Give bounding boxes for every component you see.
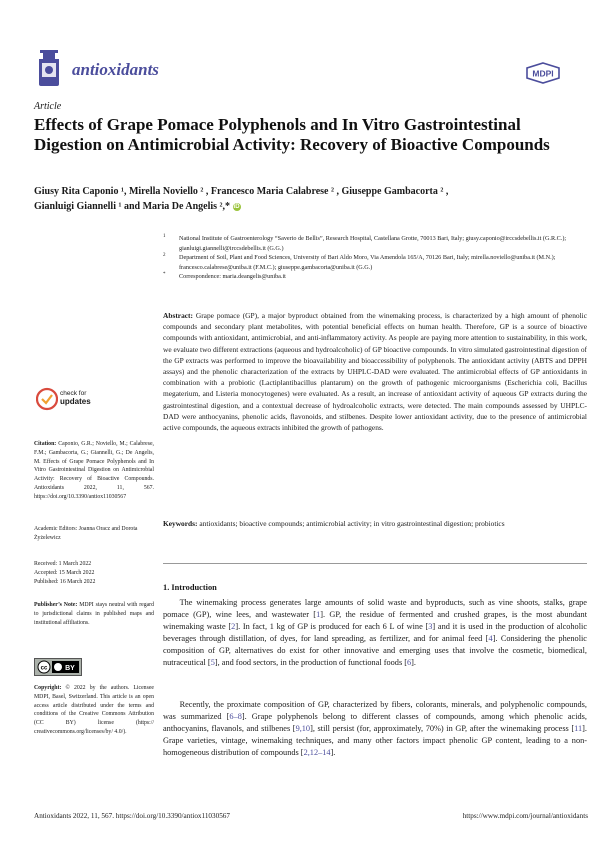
check-updates-icon <box>36 386 58 412</box>
publication-dates <box>34 560 154 586</box>
copyright-text[interactable]: © 2022 by the authors. Licensee MDPI, Basel, Switzerland. This article is an open access article distributed under the terms and conditions of the Creative Commons Attribution (CC BY) license (https:// creativecommons.org/licenses/by/ 4.0/). <box>34 685 154 735</box>
affiliation-text: Correspondence: maria.deangelis@uniba.it <box>179 273 286 280</box>
affiliation-text: National Institute of Gastroenterology “Saverio de Bellis”, Research Hospital, Castellana Grotte, 70013 Bari, Italy; giusy.caponio@irccsdebellis.it (G.R.C.); gianluigi.giannelli@irccsdebellis.it (G.G.) <box>179 235 567 252</box>
reference-link[interactable]: 6–8 <box>229 712 242 722</box>
intro-paragraph-2 <box>163 699 587 759</box>
keywords <box>163 518 587 529</box>
author-line-2[interactable]: Gianluigi Giannelli ¹ and Maria De Angelis ²,* <box>34 201 233 212</box>
affiliation-number: 1 <box>163 234 166 239</box>
journal-name[interactable]: antioxidants <box>72 60 159 79</box>
section-heading: 1. Introduction <box>163 583 217 592</box>
check-for-updates-badge[interactable] <box>34 386 154 414</box>
svg-text:cc: cc <box>40 665 48 672</box>
text-run: ]. In fact, 1 kg of GP is produced for each 6 L of wine [ <box>235 622 429 632</box>
affiliation-item <box>163 272 583 282</box>
journal-logo-icon <box>34 48 64 88</box>
article-type-label: Article <box>34 101 62 112</box>
affiliations <box>163 234 583 282</box>
text-run: ], still persist (for, approximately, 70%) in GP, after the winemaking process [ <box>310 724 575 734</box>
text-run: The winemaking process generates large amounts of solid waste and byproducts, such as vine shoots, stalks, grape pomace (GP), wine lees, and wastewater [ <box>163 598 587 620</box>
reference-link[interactable]: 5 <box>210 658 215 668</box>
copyright-notice <box>34 684 154 737</box>
check-updates-line2: updates <box>60 397 91 406</box>
academic-editors: Academic Editors: Joanna Oracz and Dorota Żyżelewicz <box>34 526 138 541</box>
publisher-note <box>34 601 154 627</box>
intro-paragraph-1 <box>163 597 587 670</box>
affiliation-number: * <box>163 272 166 277</box>
reference-link[interactable]: 3 <box>428 622 433 632</box>
author-line-1[interactable]: Giusy Rita Caponio ¹, Mirella Noviello ² , Francesco Maria Calabrese ² , Giuseppe Gambacorta ² , <box>34 186 449 197</box>
citation-label: Citation: <box>34 441 57 447</box>
abstract-text: Grape pomace (GP), a major byproduct obtained from the winemaking process, is characterized by a high amount of phenolic compounds and secondary plant metabolites, with potential beneficial effects on human health. Therefore, GP is a source of bioactive compounds with antioxidant, antimicrobial, and anti-inflammatory activity. As people are paying more attention to sustainability, in this work, we evaluate two different extractions (aqueous and hydroalcoholic) of GP bioactive compounds. In vitro simulated gastrointestinal digestion of the GP extracts was performed to improve the bioavailability and bioaccessibility of polyphenols. The antioxidant activity (ABTS and DPPH assays) and the phenolic characterization of the extracts by UHPLC-DAD were evaluated. The antimicrobial effects of GP antioxidants in combination with a probiotic (Lactiplantibacillus plantarum) on the growth of pathogenic microorganisms (Escherichia coli, Bacillus megaterium, and Listeria monocytogenes) were evaluated. As a result, an increase of antioxidant activity of aqueous GP extracts during the gastrointestinal digestion, and a contextual decrease of hydroalcoholic extracts, were detected. The main compounds assessed by UHPLC-DAD were anthocyanins, phenolic acids, flavonoids, and stilbenes. Despite lower antioxidant activity, due to the presence of antimicrobial active compounds, the aqueous extracts inhibited the growth of pathogens. <box>163 311 587 433</box>
abstract-label: Abstract: <box>163 311 193 320</box>
accepted-date: Accepted: 15 March 2022 <box>34 569 95 576</box>
keywords-text: antioxidants; bioactive compounds; antimicrobial activity; in vitro gastrointestinal digestion; probiotics <box>199 519 505 528</box>
text-run: ]. <box>330 748 336 758</box>
text-run: ]. Grape varieties, vintage, winemaking techniques, and many other factors impact phenolic GP content, leading to a non-homogeneous distribution of compounds [ <box>163 724 588 758</box>
text-run: ]. <box>411 658 417 668</box>
reference-link[interactable]: 4 <box>488 634 493 644</box>
svg-text:BY: BY <box>65 665 75 672</box>
citation-text[interactable]: Caponio, G.R.; Noviello, M.; Calabrese, F.M.; Gambacorta, G.; Giannelli, G.; De Angelis, M. Effects of Grape Pomace Polyphenols and In Vitro Gastrointestinal Digestion on Antimicrobial Activity: Recovery of Bioactive Compounds. Antioxidants 2022, 11, 567. https://doi.org/10.3390/antiox11030567 <box>34 441 154 500</box>
affiliation-text: Department of Soil, Plant and Food Sciences, University of Bari Aldo Moro, Via Amendola 165/A, 70126 Bari, Italy; mirella.noviello@uniba.it (M.N.); francesco.calabrese@uniba.it (F.M.C.); giuseppe.gambacorta@uniba.it (G.G.) <box>179 254 556 271</box>
abstract <box>163 310 587 433</box>
article-title: Effects of Grape Pomace Polyphenols and In Vitro Gastrointestinal Digestion on Antimicrobial Activity: Recovery of Bioactive Compounds <box>34 115 550 154</box>
reference-link[interactable]: 1 <box>316 610 321 620</box>
footer-journal-url[interactable]: https://www.mdpi.com/journal/antioxidants <box>462 812 588 820</box>
text-run: ]. GP, the residue of fermented and crushed grapes, is the most abundant winemaking waste [ <box>163 610 588 632</box>
affiliation-number: 2 <box>163 253 166 258</box>
cc-by-license-icon[interactable] <box>34 658 82 676</box>
reference-link[interactable]: 9,10 <box>295 724 311 734</box>
reference-link[interactable]: 6 <box>407 658 412 668</box>
copyright-label: Copyright: <box>34 685 62 691</box>
publisher-note-text: MDPI stays neutral with regard to jurisdictional claims in published maps and institutional affiliations. <box>34 602 155 626</box>
text-run: ], and food sectors, in the production of functional foods [ <box>214 658 408 668</box>
mdpi-logo-text: MDPI <box>532 68 554 79</box>
keywords-label: Keywords: <box>163 519 198 528</box>
check-updates-line1: check for <box>60 390 87 397</box>
reference-link[interactable]: 2,12–14 <box>303 748 331 758</box>
section-divider <box>163 563 587 564</box>
affiliation-item <box>163 234 583 253</box>
text-run: Recently, the proximate composition of GP, characterized by fibers, colorants, minerals, and polyphenolic compounds, was summarized [ <box>163 700 587 722</box>
author-list <box>34 184 579 214</box>
mdpi-logo[interactable] <box>525 62 561 89</box>
affiliation-item <box>163 253 583 272</box>
text-run: ]. Grape polyphenols belong to different classes of compounds, among which phenolic acids, anthocyanins, flavanols, and stilbenes [ <box>163 712 587 734</box>
publisher-note-label: Publisher’s Note: <box>34 602 78 608</box>
reference-link[interactable]: 2 <box>231 622 236 632</box>
orcid-icon[interactable]: iD <box>233 204 240 210</box>
reference-link[interactable]: 11 <box>574 724 583 734</box>
received-date: Received: 1 March 2022 <box>34 561 92 567</box>
text-run: ] and it is used in the production of alcoholic beverages through distillation, of dyes, for land spreading, as fertilizer, and for animal feed [ <box>163 622 588 644</box>
published-date: Published: 16 March 2022 <box>34 578 96 585</box>
footer-citation[interactable]: Antioxidants 2022, 11, 567. https://doi.org/10.3390/antiox11030567 <box>34 812 230 820</box>
text-run: ]. Considering the phenolic composition of GP, alternatives do exist for other innovative and emerging uses that involve the cosmetic, biomedical, nutraceutical [ <box>163 634 587 668</box>
citation-box <box>34 440 154 502</box>
